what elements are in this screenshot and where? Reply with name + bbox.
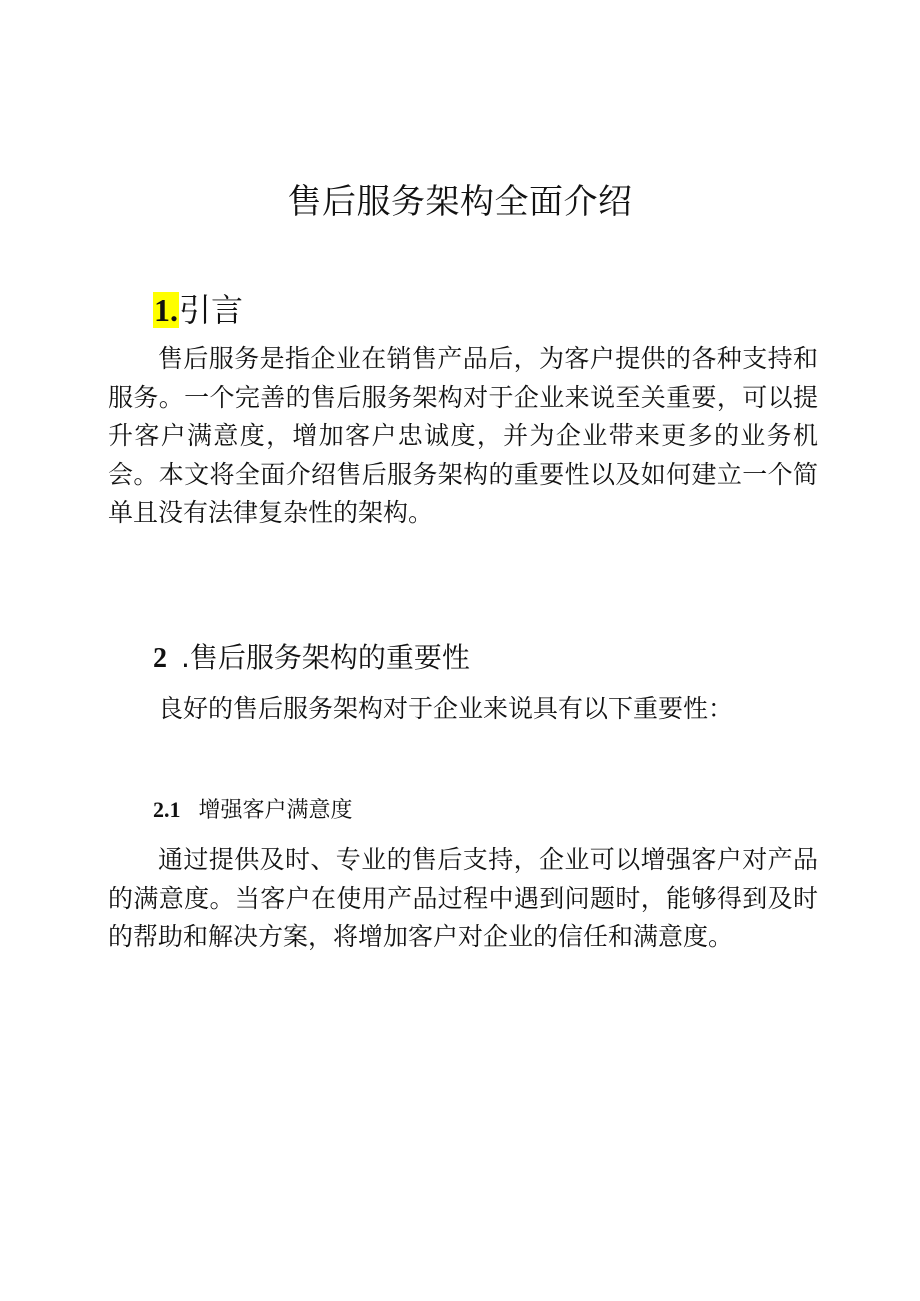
section-number-highlighted: 1. [154,292,178,328]
subsection-number: 2.1 [153,797,181,822]
subsection-heading-satisfaction [153,794,353,827]
importance-paragraph: 良好的售后服务架构对于企业来说具有以下重要性： [158,694,734,723]
section-number: 2 [153,643,167,674]
satisfaction-paragraph: 通过提供及时、专业的售后支持，企业可以增强客户对产品的满意度。当客户在使用产品过程中遇到问题时，能够得到及时的帮助和解决方案，将增加客户对企业的信任和满意度。 [108,845,818,951]
section-heading-introduction [153,290,243,330]
document-title: 售后服务架构全面介绍 [287,182,633,222]
section-heading-importance [153,638,470,679]
section-heading-text: 引言 [179,291,244,329]
introduction-paragraph: 售后服务是指企业在销售产品后，为客户提供的各种支持和服务。一个完善的售后服务架构对于企业来说至关重要，可以提升客户满意度，增加客户忠诚度，并为企业带来更多的业务机会。本文将全面介绍售后服务架构的重要性以及如何建立一个简单且没有法律复杂性的架构。 [108,344,818,527]
section-heading-text: .售后服务架构的重要性 [181,641,470,674]
subsection-heading-text: 增强客户满意度 [198,798,353,823]
